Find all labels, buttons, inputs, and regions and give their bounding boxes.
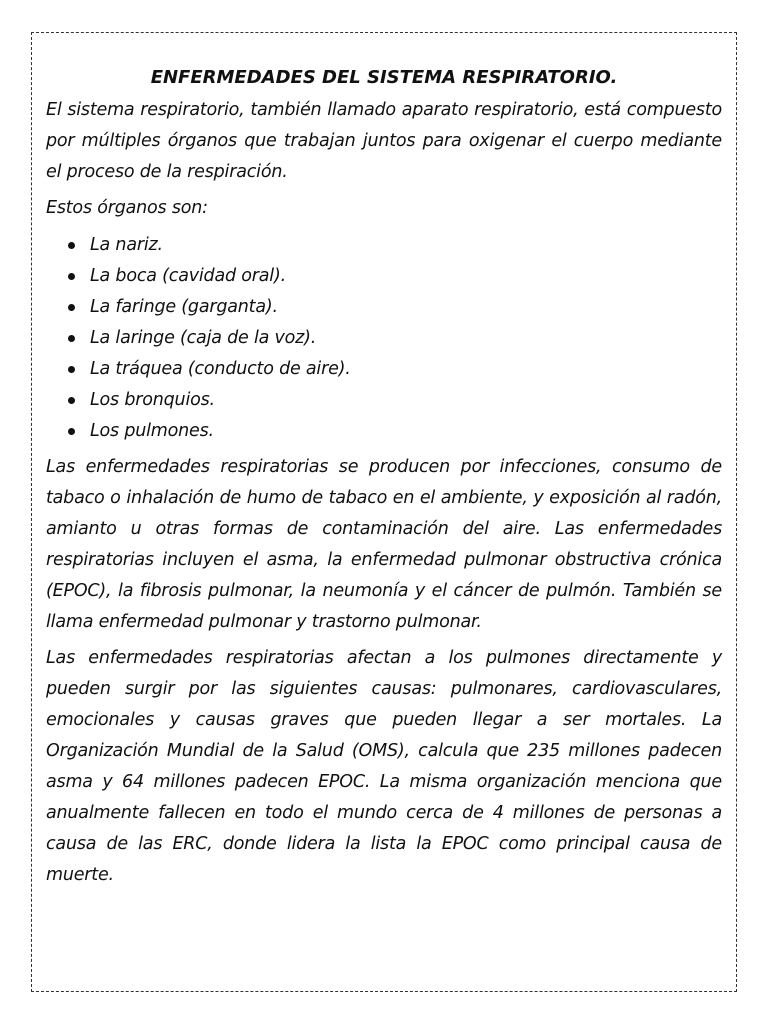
list-item (68, 261, 722, 292)
bullet-icon (68, 242, 75, 249)
bullet-icon (68, 397, 75, 404)
list-item-text: La boca (cavidad oral). (90, 266, 286, 286)
bullet-icon (68, 304, 75, 311)
organs-intro-label: Estos órganos son: (46, 198, 208, 218)
list-item (68, 292, 722, 323)
paragraph-statistics: Las enfermedades respiratorias afectan a los pulmones directamente y pueden surgir por las siguientes causas: pulmonares, cardiovasculares, emocionales y causas graves que pueden llegar a ser mortales. La Organización Mundial de la Salud (OMS), calcula que 235 millones padecen asma y 64 millones padecen EPOC. La misma organización menciona que anualmente fallecen en todo el mundo cerca de 4 millones de personas a causa de las ERC, donde lidera la lista la EPOC como principal causa de muerte. (46, 648, 722, 885)
document-body (46, 62, 722, 896)
bullet-icon (68, 428, 75, 435)
paragraph-causes: Las enfermedades respiratorias se producen por infecciones, consumo de tabaco o inhalación de humo de tabaco en el ambiente, y exposición al radón, amianto u otras formas de contaminación del aire. Las enfermedades respiratorias incluyen el asma, la enfermedad pulmonar obstructiva crónica (EPOC), la fibrosis pulmonar, la neumonía y el cáncer de pulmón. También se llama enfermedad pulmonar y trastorno pulmonar. (46, 457, 722, 632)
paragraph-intro: El sistema respiratorio, también llamado aparato respiratorio, está compuesto por múltiples órganos que trabajan juntos para oxigenar el cuerpo mediante el proceso de la respiración. (46, 100, 722, 182)
list-item (68, 385, 722, 416)
bullet-icon (68, 273, 75, 280)
list-item (68, 416, 722, 447)
list-item-text: Los pulmones. (90, 421, 214, 441)
list-item (68, 354, 722, 385)
bullet-icon (68, 335, 75, 342)
list-item (68, 323, 722, 354)
list-item-text: La laringe (caja de la voz). (90, 328, 317, 348)
document-title: ENFERMEDADES DEL SISTEMA RESPIRATORIO. (150, 67, 618, 88)
organ-list (46, 230, 722, 447)
list-item-text: La faringe (garganta). (90, 297, 278, 317)
list-item (68, 230, 722, 261)
list-item-text: La tráquea (conducto de aire). (90, 359, 351, 379)
list-item-text: La nariz. (90, 235, 163, 255)
bullet-icon (68, 366, 75, 373)
list-item-text: Los bronquios. (90, 390, 215, 410)
